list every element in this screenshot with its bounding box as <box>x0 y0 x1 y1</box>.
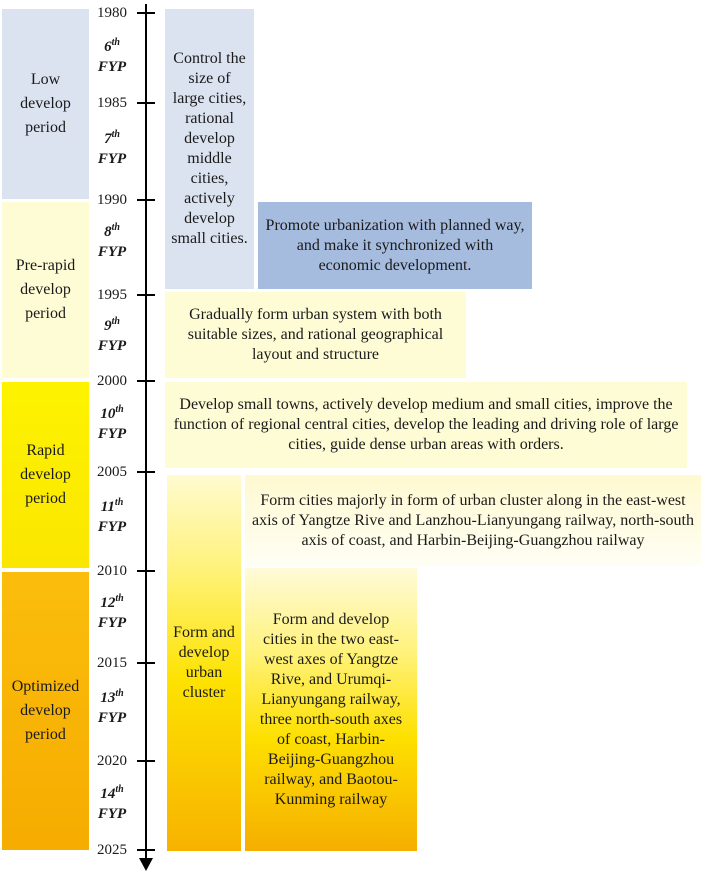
policy-box-promote-urbanization <box>258 202 532 289</box>
fyp-label-13th: 13th FYP <box>97 688 127 726</box>
year-label: 2000 <box>97 373 127 389</box>
policy-text: Develop small towns, actively develop medium and small cities, improve the function of regional central cities, develop the leading and driving role of large cities, guide dense urban areas with orders. <box>173 396 679 453</box>
fyp-label-12th: 12th FYP <box>97 593 127 631</box>
period-pre-rapid-develop: Pre-rapid develop period <box>2 202 89 378</box>
fyp-label-8th: 8th FYP <box>97 222 127 260</box>
policy-box-urban-cluster <box>167 475 241 851</box>
fyp-label-7th: 7th FYP <box>97 129 127 167</box>
year-label: 2005 <box>97 464 127 480</box>
policy-box-two-three-axes <box>245 568 417 851</box>
axis-arrowhead <box>139 858 153 871</box>
fyp-label-9th: 9th FYP <box>97 316 127 354</box>
period-rapid-develop: Rapid develop period <box>2 382 89 568</box>
year-label: 1985 <box>97 95 127 111</box>
policy-box-control-large-cities <box>165 9 254 289</box>
year-label: 2010 <box>97 563 127 579</box>
fyp-label-10th: 10th FYP <box>97 404 127 442</box>
policy-text: Form cities majorly in form of urban cluster along in the east-west axis of Yangtze Rive and Lanzhou-Lianyungang railway, north-south axis of coast, and Harbin-Beijing-Guangzhou railway <box>252 491 694 549</box>
year-label: 1980 <box>97 5 127 21</box>
year-label: 1995 <box>97 287 127 303</box>
fyp-label-11th: 11th FYP <box>97 497 127 535</box>
policy-box-cluster-axes-11th <box>245 475 701 566</box>
year-label: 2025 <box>97 842 127 858</box>
period-optimized-develop: Optimized develop period <box>2 572 89 850</box>
policy-text: Form and develop cities in the two east-west axes of Yangtze Rive, and Urumqi-Lianyungang railway, three north-south axes of coast, Harbin-Beijing-Guangzhou railway, and Baotou-Kunming railway <box>259 610 403 808</box>
policy-box-develop-small-towns <box>165 382 687 468</box>
policy-text: Form and develop urban cluster <box>173 624 235 701</box>
year-label: 2015 <box>97 655 127 671</box>
policy-text: Control the size of large cities, rational develop middle cities, actively develop small cities. <box>171 50 248 247</box>
fyp-label-14th: 14th FYP <box>97 784 127 822</box>
year-label: 1990 <box>97 192 127 208</box>
policy-text: Promote urbanization with planned way, and make it synchronized with economic development. <box>265 216 525 274</box>
period-low-develop: Low develop period <box>2 9 89 199</box>
year-label: 2020 <box>97 753 127 769</box>
policy-box-urban-system <box>165 292 466 378</box>
policy-text: Gradually form urban system with both suitable sizes, and rational geographical layout and structure <box>187 306 444 363</box>
fyp-label-6th: 6th FYP <box>97 37 127 75</box>
